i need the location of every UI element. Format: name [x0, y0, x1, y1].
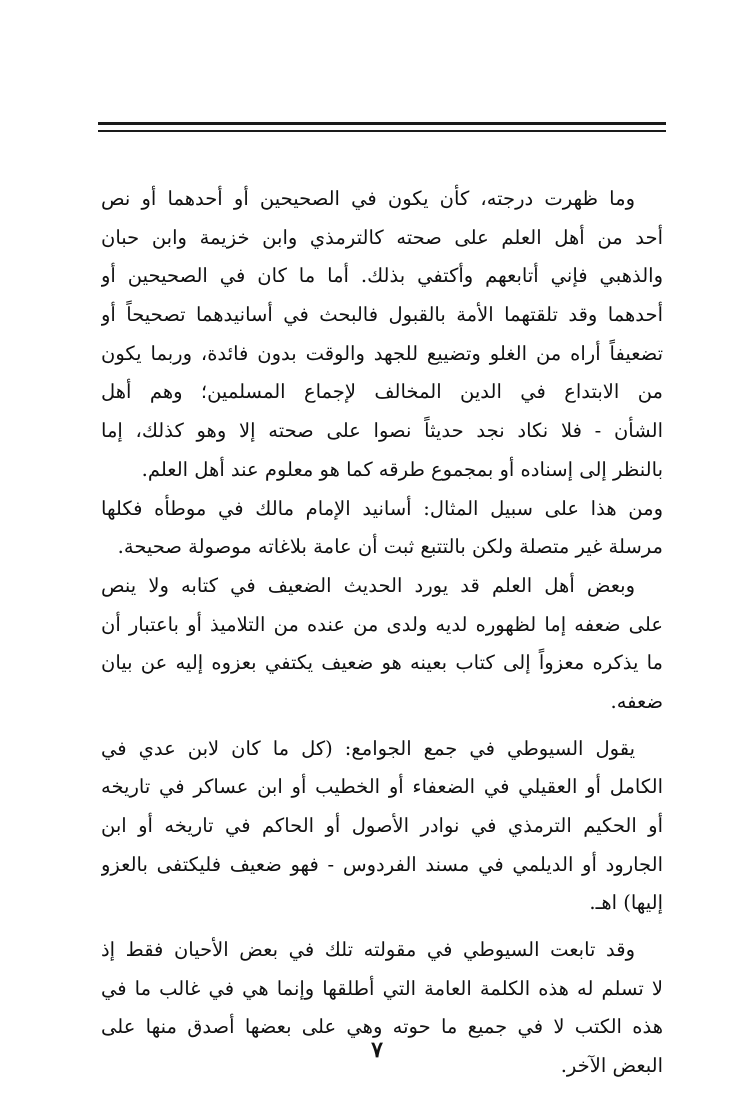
text-line: الشأن - فلا نكاد نجد حديثاً نصوا على صحته إلا وهو كذلك، إما	[101, 419, 663, 443]
text-line: لا تسلم له هذه الكلمة العامة التي أطلقها وإنما هي في غالب ما في	[101, 976, 663, 1000]
header-rule-thick	[98, 122, 666, 125]
text-line: من الابتداع في الدين المخالف لإجماع المسلمين؛ وهم أهل	[101, 380, 663, 404]
page-number: ٧	[371, 1037, 383, 1063]
paragraph-gap	[101, 722, 663, 730]
text-line: وقد تابعت السيوطي في مقولته تلك في بعض الأحيان فقط إذ	[101, 938, 635, 962]
text-line: يقول السيوطي في جمع الجوامع: (كل ما كان لابن عدي في	[101, 736, 635, 760]
text-line: بالنظر إلى إسناده أو بمجموع طرقه كما هو معلوم عند أهل العلم.	[141, 457, 663, 481]
body-text	[101, 180, 663, 1086]
text-line: ما يذكره معزواً إلى كتاب بعينه هو ضعيف يكتفي بعزوه إليه عن بيان	[101, 651, 663, 675]
text-line: الكامل أو العقيلي في الضعفاء أو الخطيب أو ابن عساكر في تاريخه	[101, 775, 663, 799]
text-line: أحد من أهل العلم على صحته كالترمذي وابن خزيمة وابن حبان	[101, 225, 663, 249]
text-line: على ضعفه إما لظهوره لديه ولدى من عنده من التلاميذ أو باعتبار أن	[101, 612, 663, 636]
text-line: ضعفه.	[610, 689, 663, 713]
text-line: أحدهما وقد تلقتهما الأمة بالقبول فالبحث في أسانيدهما تصحيحاً أو	[101, 303, 663, 327]
text-line: هذه الكتب لا في جميع ما حوته وهي على بعضها أصدق منها على	[101, 1015, 663, 1039]
text-line: أو الحكيم الترمذي في نوادر الأصول أو الحاكم في تاريخه أو ابن	[101, 814, 663, 837]
text-line: الجارود أو الديلمي في مسند الفردوس - فهو ضعيف فليكتفى بالعزو	[101, 852, 663, 876]
paragraph-gap	[101, 923, 663, 931]
header-rule-thin	[98, 130, 666, 132]
text-line: والذهبي فإني أتابعهم وأكتفي بذلك. أما ما كان في الصحيحين أو	[101, 264, 663, 288]
text-line: تضعيفاً أراه من الغلو وتضييع للجهد والوقت بدون فائدة، وربما يكون	[101, 341, 663, 365]
text-line: وما ظهرت درجته، كأن يكون في الصحيحين أو أحدهما أو نص	[101, 187, 635, 210]
text-line: إليها) اهـ.	[589, 891, 663, 915]
text-line: البعض الآخر.	[560, 1054, 663, 1078]
text-line: ومن هذا على سبيل المثال: أسانيد الإمام مالك في موطأه فكلها	[101, 496, 663, 520]
text-line: مرسلة غير متصلة ولكن بالتتبع ثبت أن عامة بلاغاته موصولة صحيحة.	[117, 535, 663, 559]
text-line: وبعض أهل العلم قد يورد الحديث الضعيف في كتابه ولا ينص	[101, 573, 635, 597]
